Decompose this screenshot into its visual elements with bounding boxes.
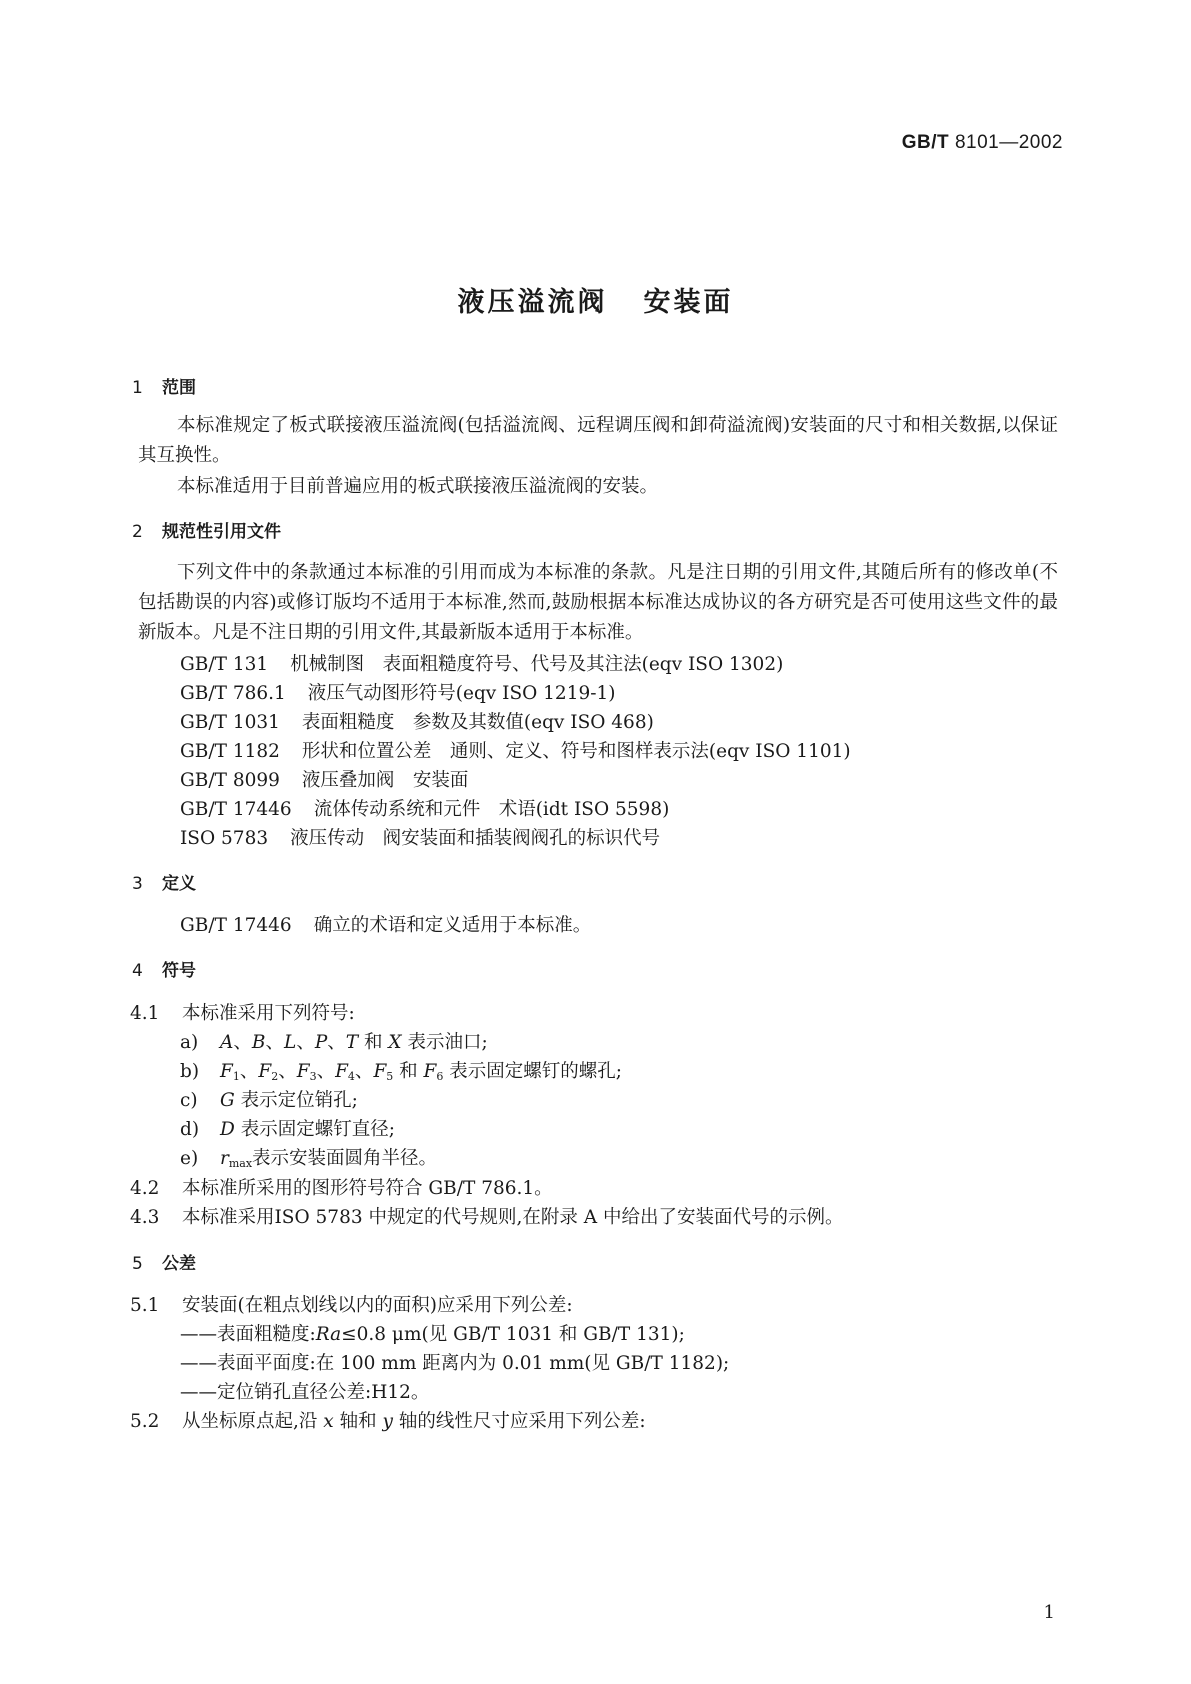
- standard-code-prefix: GB/T: [901, 132, 950, 153]
- clause-text: 轴和: [339, 1411, 377, 1432]
- reference-code: GB/T 1182: [180, 741, 280, 762]
- item-text: ≤0.8 μm(见 GB/T 1031 和 GB/T 131);: [341, 1324, 685, 1345]
- reference-title: 液压传动 阀安装面和插装阀阀孔的标识代号: [290, 828, 661, 849]
- section-2-heading: [132, 517, 281, 542]
- clause-number: 4.1: [130, 1003, 160, 1024]
- reference-code: GB/T 17446: [180, 915, 292, 936]
- section-4-heading: [132, 956, 196, 981]
- section-number: 1: [132, 378, 143, 398]
- section-number: 3: [132, 874, 143, 894]
- reference-code: GB/T 8099: [180, 770, 280, 791]
- section-1-heading: [132, 373, 196, 398]
- tolerance-item-roughness: ——表面粗糙度:Ra≤0.8 μm(见 GB/T 1031 和 GB/T 131);: [180, 1324, 685, 1345]
- clause-4-3: [130, 1203, 844, 1229]
- reference-title: 机械制图 表面粗糙度符号、代号及其注法(eqv ISO 1302): [290, 654, 784, 675]
- symbol-item-d: d) D 表示固定螺钉直径;: [180, 1119, 395, 1140]
- clause-4-1: [130, 999, 355, 1025]
- section-number: 4: [132, 961, 143, 981]
- clause-5-1: [130, 1291, 573, 1317]
- page-number: 1: [1043, 1602, 1055, 1623]
- section-title: 范围: [162, 378, 196, 398]
- reference-item: [180, 708, 654, 734]
- paragraph-text: 确立的术语和定义适用于本标准。: [313, 915, 592, 936]
- title-part-1: 液压溢流阀: [457, 287, 608, 318]
- clause-4-2: [130, 1174, 553, 1200]
- clause-number: 4.2: [130, 1178, 160, 1199]
- item-label: d): [180, 1119, 200, 1140]
- symbol-item-b: b) $F_1$、$F_2$、$F_3$、$F_4$、$F_5$ 和 $F_6$ 表示固定螺钉的螺孔;: [180, 1061, 623, 1083]
- item-label: e): [180, 1148, 199, 1169]
- item-text: 表示固定螺钉直径;: [240, 1119, 395, 1140]
- reference-item: [180, 824, 660, 850]
- reference-code: GB/T 1031: [180, 712, 280, 733]
- symbol-item-e: e) $r_{max}$表示安装面圆角半径。: [180, 1148, 438, 1170]
- reference-item: [180, 737, 851, 763]
- item-text: 表示油口;: [407, 1032, 488, 1053]
- reference-item: [180, 795, 669, 821]
- section-title: 定义: [162, 874, 196, 894]
- item-text: 表示安装面圆角半径。: [252, 1148, 438, 1169]
- reference-title: 流体传动系统和元件 术语(idt ISO 5598): [313, 799, 670, 820]
- section-1-paragraph-1: 本标准规定了板式联接液压溢流阀(包括溢流阀、远程调压阀和卸荷溢流阀)安装面的尺寸和相关数据,以保证其互换性。: [138, 415, 1058, 466]
- clause-number: 5.2: [130, 1411, 160, 1432]
- section-number: 5: [132, 1254, 143, 1274]
- section-1-paragraph-2: 本标准适用于目前普遍应用的板式联接液压溢流阀的安装。: [177, 476, 659, 497]
- reference-code: ISO 5783: [180, 828, 269, 849]
- item-text: 表示固定螺钉的螺孔;: [449, 1061, 623, 1082]
- clause-text: 本标准采用ISO 5783 中规定的代号规则,在附录 A 中给出了安装面代号的示例。: [182, 1207, 844, 1228]
- section-5-heading: [132, 1249, 196, 1274]
- standard-code-number: 8101—2002: [954, 132, 1063, 153]
- title-part-2: 安装面: [643, 287, 734, 318]
- section-3-heading: [132, 869, 196, 894]
- item-label: c): [180, 1090, 198, 1111]
- reference-title: 形状和位置公差 通则、定义、符号和图样表示法(eqv ISO 1101): [301, 741, 851, 762]
- clause-number: 4.3: [130, 1207, 160, 1228]
- clause-text: 本标准所采用的图形符号符合 GB/T 786.1。: [182, 1178, 553, 1199]
- item-text: 表示定位销孔;: [240, 1090, 358, 1111]
- tolerance-item-pin-hole: ——定位销孔直径公差:H12。: [180, 1382, 430, 1403]
- clause-text: 本标准采用下列符号:: [182, 1003, 355, 1024]
- section-number: 2: [132, 522, 143, 542]
- clause-text: 安装面(在粗点划线以内的面积)应采用下列公差:: [182, 1295, 573, 1316]
- item-text: ——表面粗糙度:: [180, 1324, 316, 1345]
- reference-code: GB/T 17446: [180, 799, 292, 820]
- reference-code: GB/T 131: [180, 654, 269, 675]
- symbol-item-a: a) A、B、L、P、T 和 X 表示油口;: [180, 1032, 488, 1053]
- tolerance-item-flatness: ——表面平面度:在 100 mm 距离内为 0.01 mm(见 GB/T 1182);: [180, 1353, 730, 1374]
- reference-item: [180, 650, 783, 676]
- clause-number: 5.1: [130, 1295, 160, 1316]
- symbol-item-c: c) G 表示定位销孔;: [180, 1090, 358, 1111]
- reference-title: 表面粗糙度 参数及其数值(eqv ISO 468): [301, 712, 654, 733]
- section-title: 规范性引用文件: [162, 522, 281, 542]
- section-title: 符号: [162, 961, 196, 981]
- section-title: 公差: [162, 1254, 196, 1274]
- item-label: b): [180, 1061, 200, 1082]
- document-title: [0, 280, 1191, 319]
- reference-code: GB/T 786.1: [180, 683, 286, 704]
- reference-item: [180, 679, 616, 705]
- clause-5-2: 5.2 从坐标原点起,沿 x 轴和 y 轴的线性尺寸应采用下列公差:: [130, 1411, 646, 1432]
- section-2-paragraph-1: 下列文件中的条款通过本标准的引用而成为本标准的条款。凡是注日期的引用文件,其随后所有的修改单(不包括勘误的内容)或修订版均不适用于本标准,然而,鼓励根据本标准达成协议的各方研究是否可使用这些文件的最新版本。凡是不注日期的引用文件,其最新版本适用于本标准。: [138, 562, 1058, 643]
- reference-item: [180, 766, 468, 792]
- standard-code: [902, 132, 1063, 154]
- reference-title: 液压叠加阀 安装面: [301, 770, 469, 791]
- clause-text: 轴的线性尺寸应采用下列公差:: [398, 1411, 646, 1432]
- item-label: a): [180, 1032, 199, 1053]
- section-3-paragraph: [180, 911, 591, 937]
- clause-text: 从坐标原点起,沿: [182, 1411, 318, 1432]
- reference-title: 液压气动图形符号(eqv ISO 1219-1): [307, 683, 616, 704]
